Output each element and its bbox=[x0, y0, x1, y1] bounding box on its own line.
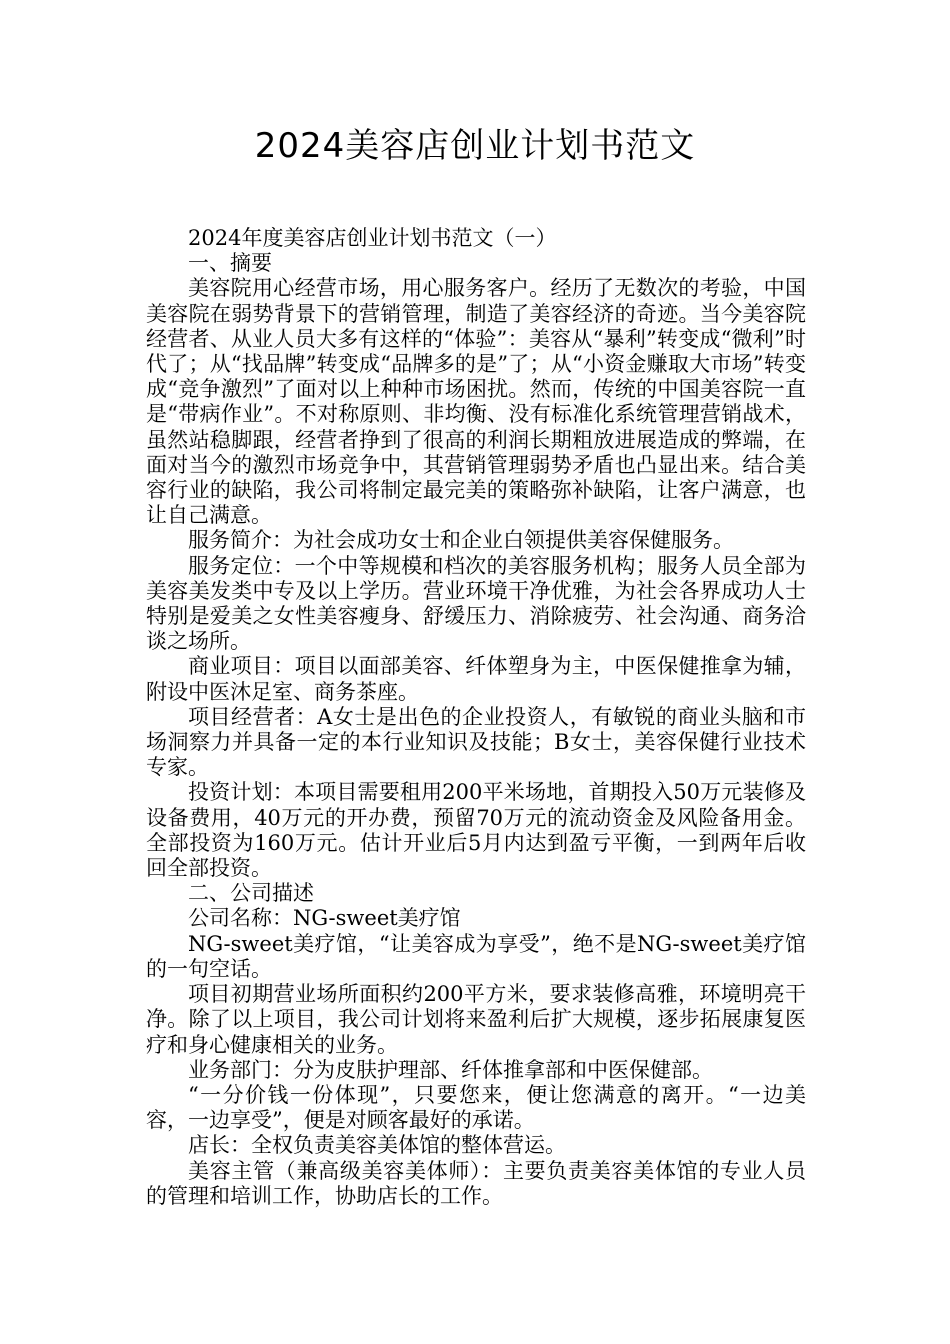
paragraph-promise: “一分价钱一份体现”，只要您来，便让您满意的离开。“一边美容，一边享受”，便是对顾客最好的承诺。 bbox=[146, 1082, 806, 1133]
paragraph-initial-premises: 项目初期营业场所面积约200平方米，要求装修高雅，环境明亮干净。除了以上项目，我公司计划将来盈利后扩大规模，逐步拓展康复医疗和身心健康相关的业务。 bbox=[146, 982, 806, 1057]
paragraph-business-projects: 商业项目：项目以面部美容、纤体塑身为主，中医保健推拿为辅，附设中医沐足室、商务茶座。 bbox=[146, 654, 806, 704]
paragraph-summary: 美容院用心经营市场，用心服务客户。经历了无数次的考验，中国美容院在弱势背景下的营销管理，制造了美容经济的奇迹。当今美容院经营者、从业人员大多有这样的“体验”：美容从“暴利”转变成“微利”时代了；从“找品牌”转变成“品牌多的是”了；从“小资金赚取大市场”转变成“竞争激烈”了面对以上种种市场困扰。然而，传统的中国美容院一直是“带病作业”。不对称原则、非均衡、没有标准化系统管理营销战术，虽然站稳脚跟，经营者挣到了很高的利润长期粗放进展造成的弊端，在面对当今的激烈市场竞争中，其营销管理弱势矛盾也凸显出来。结合美容行业的缺陷，我公司将制定最完美的策略弥补缺陷，让客户满意，也让自己满意。 bbox=[146, 276, 806, 528]
paragraph-slogan: NG-sweet美疗馆，“让美容成为享受”，绝不是NG-sweet美疗馆的一句空话。 bbox=[146, 931, 806, 981]
paragraph-store-manager: 店长：全权负责美容美体馆的整体营运。 bbox=[188, 1133, 566, 1158]
paragraph-departments: 业务部门：分为皮肤护理部、纤体推拿部和中医保健部。 bbox=[188, 1057, 713, 1082]
heading-company-description: 二、公司描述 bbox=[188, 881, 314, 906]
document-title: 2024美容店创业计划书范文 bbox=[254, 126, 696, 166]
paragraph-service-positioning: 服务定位：一个中等规模和档次的美容服务机构；服务人员全部为美容美发类中专及以上学历。营业环境干净优雅，为社会各界成功人士特别是爱美之女性美容瘦身、舒缓压力、消除疲劳、社会沟通、商务洽谈之场所。 bbox=[146, 553, 806, 654]
paragraph-company-name: 公司名称：NG-sweet美疗馆 bbox=[188, 906, 461, 931]
paragraph-service-intro: 服务简介：为社会成功女士和企业白领提供美容保健服务。 bbox=[188, 528, 734, 553]
section-subtitle: 2024年度美容店创业计划书范文（一） bbox=[188, 226, 557, 250]
heading-summary: 一、摘要 bbox=[188, 251, 272, 276]
document-body bbox=[146, 226, 806, 1209]
paragraph-project-operators: 项目经营者：A女士是出色的企业投资人，有敏锐的商业头脑和市场洞察力并具备一定的本行业知识及技能；B女士，美容保健行业技术专家。 bbox=[146, 704, 806, 780]
paragraph-beauty-supervisor: 美容主管（兼高级美容美体师）：主要负责美容美体馆的专业人员的管理和培训工作，协助店长的工作。 bbox=[146, 1158, 806, 1208]
paragraph-investment-plan: 投资计划：本项目需要租用200平米场地，首期投入50万元装修及设备费用，40万元的开办费，预留70万元的流动资金及风险备用金。全部投资为160万元。估计开业后5月内达到盈亏平衡，一到两年后收回全部投资。 bbox=[146, 780, 806, 881]
